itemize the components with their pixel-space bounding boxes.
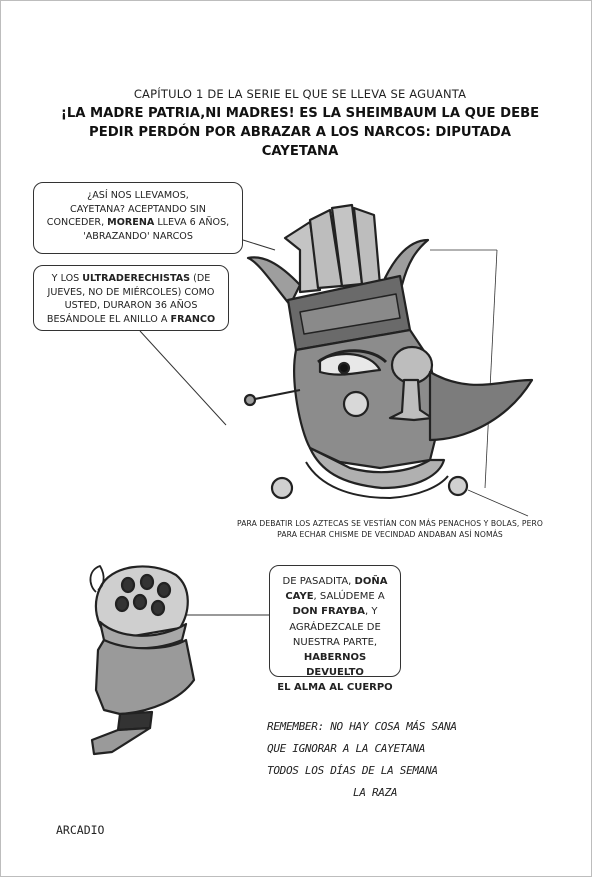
bubble2-text: (DE bbox=[190, 273, 211, 284]
bubble3-bold-text: DON FRAYBA bbox=[292, 606, 366, 618]
bubble2-line bbox=[40, 313, 222, 327]
bubble3-text: DE PASADITA, bbox=[282, 576, 355, 587]
bubble2-tail bbox=[140, 331, 226, 425]
bubble3-bold-text: EL ALMA AL CUERPO bbox=[277, 682, 393, 694]
remember-line: REMEMBER: NO HAY COSA MÁS SANA bbox=[267, 720, 457, 733]
bubble2-line: JUEVES, NO DE MIÉRCOLES) COMO bbox=[47, 286, 215, 298]
bubble3-bold-text: CAYE bbox=[285, 591, 314, 603]
speech-bubble-1 bbox=[33, 182, 243, 254]
bubble3-line bbox=[276, 604, 394, 619]
bubble3-bold-text: HABERNOS DEVUELTO bbox=[303, 652, 367, 679]
caption-line: PARA DEBATIR LOS AZTECAS SE VESTÍAN CON MÁS PENACHOS Y BOLAS, PERO bbox=[237, 519, 543, 528]
bubble3-bold-text: DOÑA bbox=[354, 576, 388, 587]
artist-signature: ARCADIO bbox=[56, 823, 105, 837]
bubble3-line: NUESTRA PARTE, bbox=[292, 636, 378, 648]
bubble1-line bbox=[40, 216, 236, 230]
hand-with-ornament bbox=[90, 566, 194, 754]
bubble3-text: , Y bbox=[365, 606, 378, 618]
bubble1-bold-text: MORENA bbox=[107, 217, 155, 228]
headline-line-2: PEDIR PERDÓN POR ABRAZAR A LOS NARCOS: DIPUTADA CAYETANA bbox=[89, 125, 511, 159]
bubble2-line: USTED, DURARON 36 AÑOS bbox=[64, 300, 198, 311]
series-title: CAPÍTULO 1 DE LA SERIE EL QUE SE LLEVA SE AGUANTA bbox=[133, 87, 467, 101]
bubble2-text: BESÁNDOLE EL ANILLO A bbox=[46, 313, 171, 325]
bubble1-tail bbox=[243, 240, 275, 250]
bubble1-line: ¿ASÍ NOS LLEVAMOS, bbox=[87, 190, 189, 201]
remember-line: QUE IGNORAR A LA CAYETANA bbox=[267, 742, 426, 755]
remember-line: TODOS LOS DÍAS DE LA SEMANA bbox=[267, 764, 438, 777]
bubble1-text: CONCEDER, bbox=[46, 217, 108, 228]
bubble2-line bbox=[40, 272, 222, 286]
headline-line-1: ¡LA MADRE PATRIA,NI MADRES! ES LA SHEIMBAUM LA QUE DEBE bbox=[60, 106, 540, 121]
remember-note bbox=[267, 716, 497, 804]
bubble1-text: LLEVA 6 AÑOS, bbox=[154, 217, 230, 228]
bubble3-line: AGRÁDEZCALE DE bbox=[289, 621, 381, 633]
bubble1-line: CAYETANA? ACEPTANDO SIN bbox=[70, 203, 206, 215]
remember-signature: LA RAZA bbox=[353, 786, 398, 799]
pointer-line-caption bbox=[468, 490, 528, 516]
speech-bubble-2 bbox=[33, 265, 229, 331]
bubble1-line: 'ABRAZANDO' NARCOS bbox=[83, 230, 193, 242]
bubble3-line bbox=[276, 574, 394, 589]
bubble3-text: , SALÚDEME A bbox=[313, 591, 385, 603]
bubble2-bold-text: ULTRADERECHISTAS bbox=[82, 273, 191, 284]
bubble3-line bbox=[276, 589, 394, 604]
bubble3-line bbox=[276, 650, 394, 680]
figure-caption bbox=[200, 518, 580, 540]
bubble3-line bbox=[276, 680, 394, 695]
bubble2-text: Y LOS bbox=[51, 273, 83, 284]
caption-line: PARA ECHAR CHISME DE VECINDAD ANDABAN ASÍ NOMÁS bbox=[277, 530, 503, 539]
pointer-line-vertical bbox=[485, 250, 497, 488]
aztec-figure bbox=[245, 205, 532, 498]
speech-bubble-3 bbox=[269, 565, 401, 694]
bubble2-bold-text: FRANCO bbox=[170, 313, 216, 325]
